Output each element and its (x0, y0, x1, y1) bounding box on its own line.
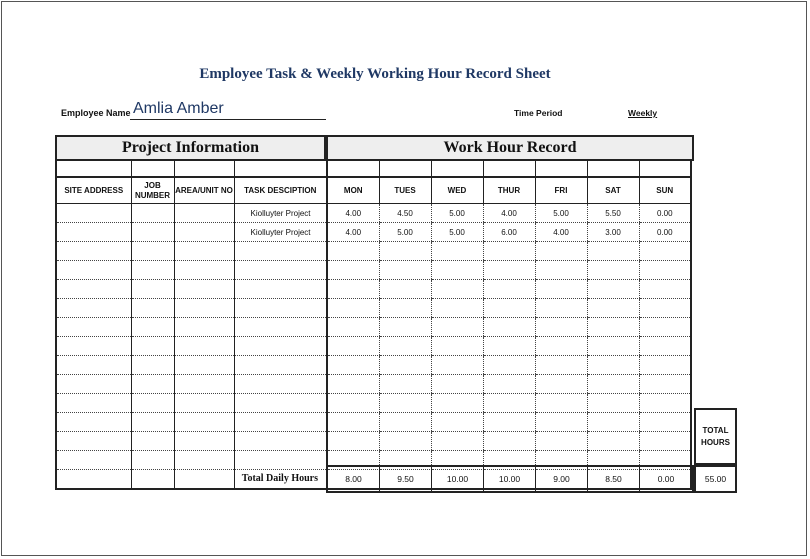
table-cell[interactable] (379, 394, 431, 413)
table-row (56, 223, 691, 242)
table-cell[interactable] (431, 394, 483, 413)
sheet-title: Employee Task & Weekly Working Hour Record Sheet (199, 66, 551, 82)
daily-totals-row (326, 465, 694, 493)
table-cell[interactable] (56, 356, 131, 375)
spacer-cell (234, 161, 327, 177)
daily-total-cell[interactable]: 8.00 (328, 467, 380, 491)
table-cell[interactable] (174, 204, 234, 223)
table-cell[interactable] (379, 413, 431, 432)
table-cell[interactable] (327, 242, 379, 261)
table-cell[interactable] (639, 356, 691, 375)
table-cell[interactable] (327, 299, 379, 318)
column-header: SAT (587, 177, 639, 204)
table-cell[interactable]: 4.00 (327, 223, 379, 242)
table-cell[interactable] (56, 375, 131, 394)
table-cell[interactable] (431, 356, 483, 375)
table-cell[interactable] (56, 261, 131, 280)
table-row (56, 413, 691, 432)
table-cell[interactable] (327, 432, 379, 451)
table-cell[interactable] (327, 280, 379, 299)
table-cell[interactable] (234, 432, 327, 451)
table-cell[interactable]: 5.50 (587, 204, 639, 223)
spacer-cell (483, 161, 535, 177)
spacer-cell (431, 161, 483, 177)
table-cell[interactable] (234, 261, 327, 280)
table-cell[interactable]: 5.00 (431, 223, 483, 242)
table-cell[interactable] (56, 280, 131, 299)
table-cell[interactable] (56, 451, 131, 470)
table-cell[interactable] (535, 242, 587, 261)
column-header-row (56, 177, 691, 204)
table-cell[interactable] (535, 337, 587, 356)
table-cell[interactable] (174, 337, 234, 356)
table-cell[interactable] (587, 242, 639, 261)
daily-total-cell[interactable]: 9.00 (536, 467, 588, 491)
table-cell[interactable] (535, 375, 587, 394)
table-cell[interactable] (131, 356, 174, 375)
table-cell[interactable] (483, 413, 535, 432)
table-cell[interactable] (379, 280, 431, 299)
daily-total-cell[interactable]: 8.50 (588, 467, 640, 491)
table-cell[interactable] (431, 432, 483, 451)
table-cell[interactable] (131, 223, 174, 242)
total-hours-header: TOTAL HOURS (694, 408, 737, 465)
table-cell[interactable] (234, 356, 327, 375)
table-row (56, 432, 691, 451)
table-cell[interactable] (483, 242, 535, 261)
table-cell[interactable] (535, 280, 587, 299)
table-cell[interactable]: 0.00 (639, 223, 691, 242)
project-information-header: Project Information (55, 135, 326, 161)
table-cell[interactable] (234, 280, 327, 299)
column-header: AREA/UNIT NO (174, 177, 234, 204)
table-cell[interactable] (639, 375, 691, 394)
table-cell[interactable] (587, 318, 639, 337)
table-cell[interactable] (639, 413, 691, 432)
table-cell[interactable] (379, 375, 431, 394)
spacer-cell (56, 161, 131, 177)
table-row (56, 318, 691, 337)
table-cell[interactable] (131, 299, 174, 318)
record-table (55, 161, 692, 490)
table-cell[interactable] (234, 337, 327, 356)
table-cell[interactable] (131, 280, 174, 299)
total-daily-hours-label: Total Daily Hours (241, 473, 318, 484)
column-header: WED (431, 177, 483, 204)
table-cell[interactable] (587, 413, 639, 432)
table-cell[interactable] (431, 318, 483, 337)
table-cell[interactable] (431, 299, 483, 318)
table-cell[interactable] (379, 261, 431, 280)
table-cell[interactable] (327, 356, 379, 375)
table-cell[interactable] (639, 299, 691, 318)
daily-total-cell[interactable]: 10.00 (484, 467, 536, 491)
spacer-cell (131, 161, 174, 177)
column-header: TUES (379, 177, 431, 204)
work-hour-record-header: Work Hour Record (326, 135, 694, 161)
table-cell[interactable] (131, 337, 174, 356)
column-header: JOB NUMBER (131, 177, 174, 204)
table-cell[interactable] (535, 432, 587, 451)
time-period-value[interactable]: Weekly (628, 108, 658, 118)
table-cell[interactable] (131, 451, 174, 470)
table-cell[interactable] (327, 261, 379, 280)
table-cell[interactable] (56, 432, 131, 451)
table-cell[interactable] (234, 318, 327, 337)
table-cell[interactable] (587, 299, 639, 318)
table-cell[interactable] (379, 242, 431, 261)
column-header: SUN (639, 177, 691, 204)
table-row (56, 204, 691, 223)
table-cell[interactable]: 4.00 (483, 204, 535, 223)
table-row (56, 261, 691, 280)
spacer-cell (327, 161, 379, 177)
employee-name-underline (130, 119, 326, 120)
table-cell[interactable]: Kiolluyter Project (234, 204, 327, 223)
time-period-label: Time Period (514, 108, 563, 118)
daily-total-cell[interactable]: 10.00 (432, 467, 484, 491)
employee-name-value[interactable]: Amlia Amber (133, 100, 224, 117)
table-row (56, 337, 691, 356)
table-cell[interactable] (56, 299, 131, 318)
table-cell[interactable] (483, 337, 535, 356)
table-cell[interactable] (483, 432, 535, 451)
table-cell[interactable] (131, 261, 174, 280)
table-cell[interactable] (431, 375, 483, 394)
grand-total-value[interactable]: 55.00 (694, 465, 737, 493)
table-cell[interactable] (56, 394, 131, 413)
employee-name-label: Employee Name (61, 108, 131, 118)
spacer-cell (174, 161, 234, 177)
table-cell[interactable]: 6.00 (483, 223, 535, 242)
table-cell[interactable]: 4.00 (327, 204, 379, 223)
table-cell[interactable] (483, 375, 535, 394)
table-cell[interactable] (174, 375, 234, 394)
table-cell[interactable] (535, 356, 587, 375)
table-cell[interactable] (174, 280, 234, 299)
table-cell[interactable] (483, 394, 535, 413)
table-cell[interactable] (535, 318, 587, 337)
table-cell[interactable] (535, 261, 587, 280)
table-cell[interactable] (587, 432, 639, 451)
table-row (56, 394, 691, 413)
table-cell[interactable] (131, 413, 174, 432)
table-cell[interactable] (483, 318, 535, 337)
table-cell[interactable] (483, 356, 535, 375)
table-cell[interactable] (587, 261, 639, 280)
table-cell[interactable] (56, 223, 131, 242)
table-cell[interactable] (234, 375, 327, 394)
table-cell[interactable] (174, 242, 234, 261)
table-cell[interactable] (234, 394, 327, 413)
table-cell[interactable] (431, 280, 483, 299)
table-cell[interactable] (587, 356, 639, 375)
table-cell[interactable] (327, 337, 379, 356)
column-header: FRI (535, 177, 587, 204)
table-cell[interactable] (234, 413, 327, 432)
table-cell[interactable]: 5.00 (431, 204, 483, 223)
table-cell[interactable] (483, 280, 535, 299)
table-row (56, 356, 691, 375)
table-row (56, 242, 691, 261)
table-cell[interactable] (174, 413, 234, 432)
table-cell[interactable] (174, 261, 234, 280)
table-cell[interactable] (431, 337, 483, 356)
table-row (56, 280, 691, 299)
table-cell[interactable] (379, 318, 431, 337)
table-cell[interactable] (535, 299, 587, 318)
table-cell[interactable] (639, 394, 691, 413)
table-cell[interactable]: 5.00 (535, 204, 587, 223)
table-cell[interactable] (56, 242, 131, 261)
table-cell[interactable] (327, 318, 379, 337)
table-cell[interactable] (483, 261, 535, 280)
table-cell[interactable] (174, 299, 234, 318)
table-cell[interactable] (174, 356, 234, 375)
table-cell[interactable] (131, 242, 174, 261)
table-cell[interactable] (379, 432, 431, 451)
column-header: SITE ADDRESS (56, 177, 131, 204)
table-cell[interactable] (379, 337, 431, 356)
table-cell[interactable]: 3.00 (587, 223, 639, 242)
table-cell[interactable] (56, 204, 131, 223)
spacer-cell (379, 161, 431, 177)
table-cell[interactable] (379, 356, 431, 375)
table-row (56, 375, 691, 394)
table-cell[interactable] (131, 470, 174, 490)
table-cell[interactable]: Kiolluyter Project (234, 223, 327, 242)
table-cell[interactable] (234, 451, 327, 470)
table-cell[interactable] (431, 261, 483, 280)
table-cell[interactable]: 4.50 (379, 204, 431, 223)
table-cell[interactable] (131, 204, 174, 223)
table-cell[interactable] (131, 318, 174, 337)
table-cell[interactable] (483, 299, 535, 318)
column-header: TASK DESCIPTION (234, 177, 327, 204)
table-cell[interactable]: 4.00 (535, 223, 587, 242)
table-cell[interactable]: 5.00 (379, 223, 431, 242)
table-cell[interactable] (639, 242, 691, 261)
daily-total-cell[interactable]: 9.50 (380, 467, 432, 491)
table-cell[interactable] (174, 223, 234, 242)
table-cell[interactable] (535, 413, 587, 432)
table-cell[interactable] (587, 280, 639, 299)
spacer-row (56, 161, 691, 177)
daily-total-cell[interactable]: 0.00 (657, 474, 675, 484)
table-cell[interactable] (431, 242, 483, 261)
table-row (56, 299, 691, 318)
table-cell[interactable] (131, 394, 174, 413)
table-cell[interactable] (234, 242, 327, 261)
table-cell[interactable] (174, 451, 234, 470)
table-cell[interactable] (327, 375, 379, 394)
column-header: THUR (483, 177, 535, 204)
spacer-cell (587, 161, 639, 177)
table-cell[interactable] (56, 318, 131, 337)
table-cell[interactable] (234, 299, 327, 318)
table-cell[interactable] (639, 261, 691, 280)
table-cell[interactable] (174, 432, 234, 451)
table-cell[interactable] (131, 432, 174, 451)
table-cell[interactable] (639, 318, 691, 337)
table-cell[interactable]: 0.00 (639, 204, 691, 223)
table-cell[interactable] (431, 413, 483, 432)
table-cell[interactable] (587, 337, 639, 356)
table-cell[interactable] (131, 375, 174, 394)
table-cell[interactable] (56, 413, 131, 432)
table-cell[interactable] (587, 394, 639, 413)
table-cell[interactable] (327, 413, 379, 432)
column-header: MON (327, 177, 379, 204)
table-cell[interactable] (587, 375, 639, 394)
table-cell[interactable] (327, 394, 379, 413)
table-cell[interactable] (379, 299, 431, 318)
table-cell[interactable] (639, 280, 691, 299)
table-cell[interactable] (639, 337, 691, 356)
spacer-cell (535, 161, 587, 177)
table-cell[interactable] (56, 470, 131, 490)
table-cell[interactable] (174, 394, 234, 413)
spacer-cell (639, 161, 691, 177)
table-cell[interactable] (639, 432, 691, 451)
table-cell[interactable] (56, 337, 131, 356)
table-cell[interactable] (174, 318, 234, 337)
table-cell[interactable] (535, 394, 587, 413)
